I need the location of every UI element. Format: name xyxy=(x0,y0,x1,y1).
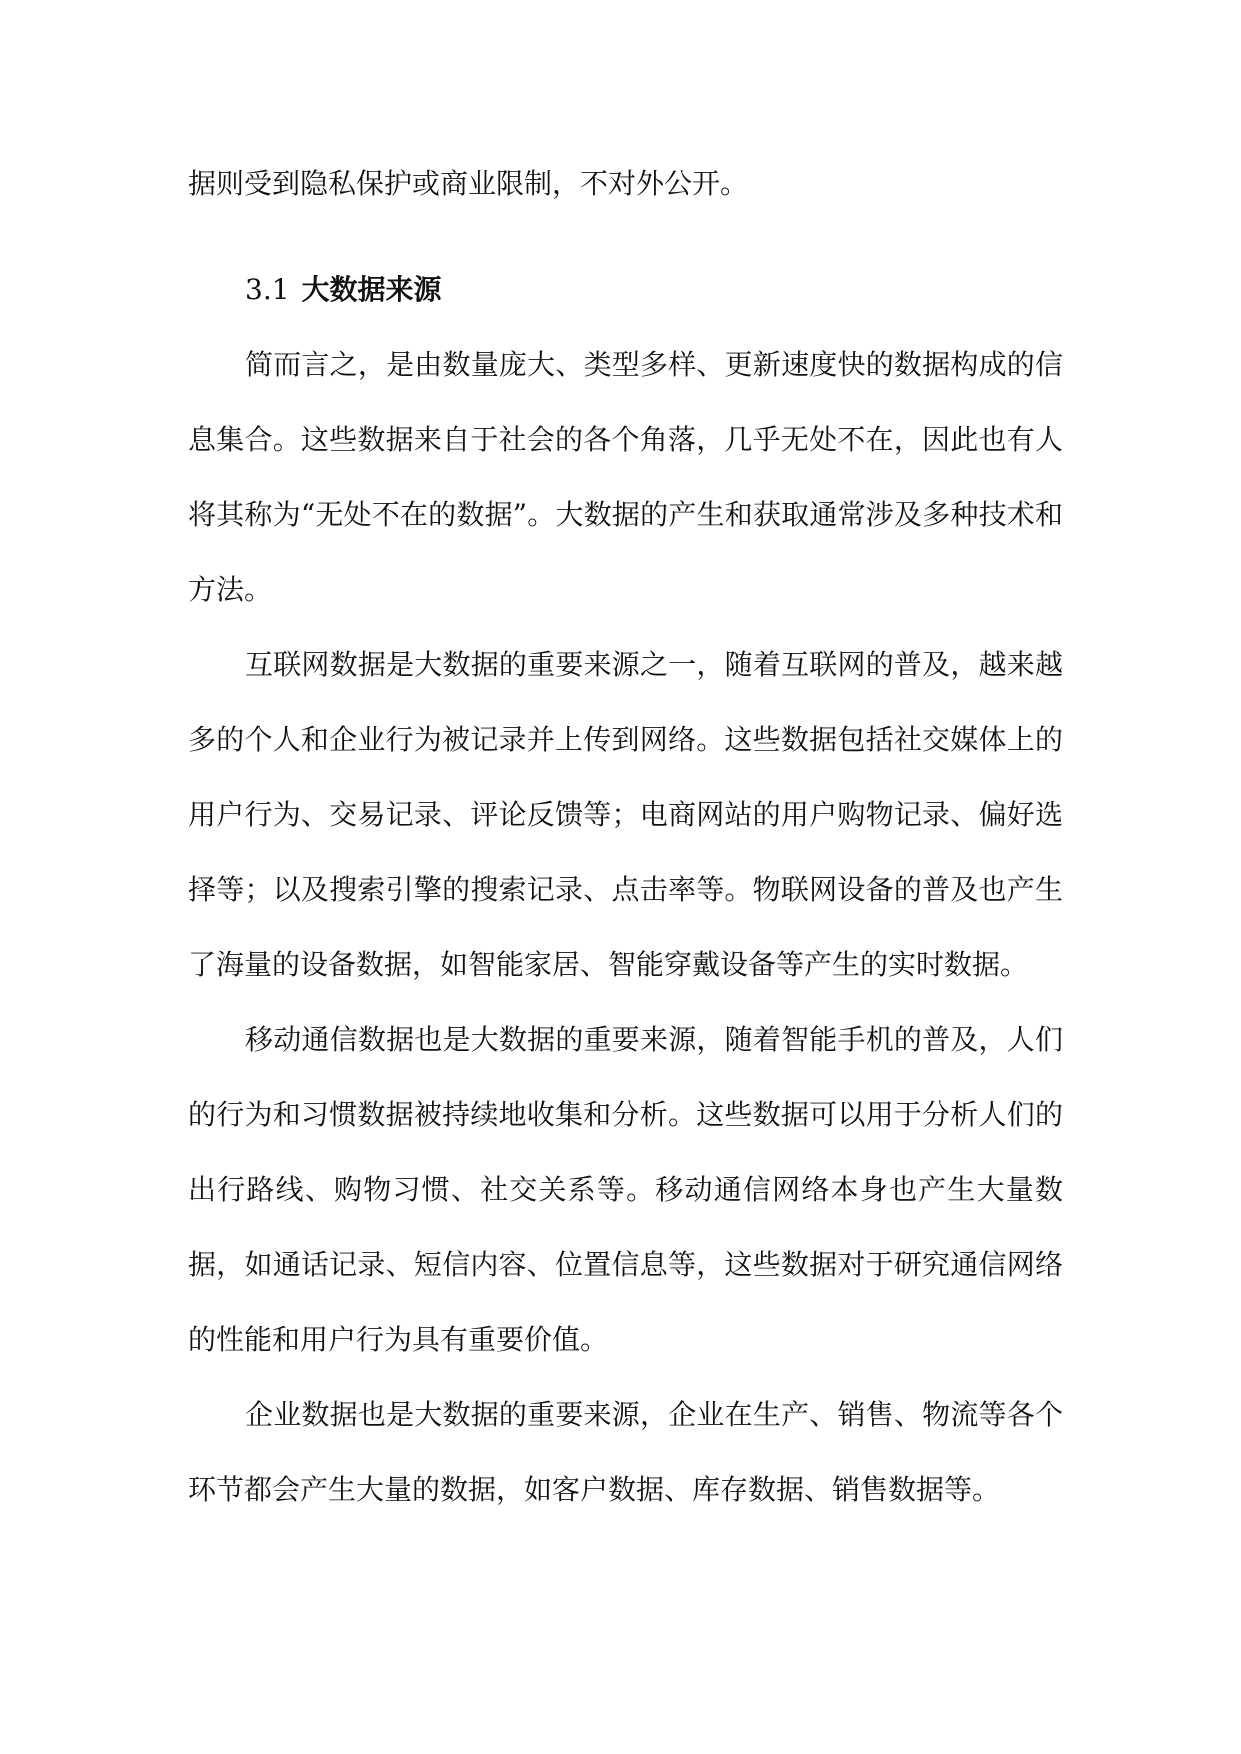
document-body xyxy=(188,146,1063,1527)
lead-paragraph-fragment: 据则受到隐私保护或商业限制，不对外公开。 xyxy=(188,167,749,200)
section-heading xyxy=(188,252,1063,327)
section-number: 3.1 xyxy=(245,273,290,306)
paragraph: 互联网数据是大数据的重要来源之一，随着互联网的普及，越来越多的个人和企业行为被记录并上传到网络。这些数据包括社交媒体上的用户行为、交易记录、评论反馈等；电商网站的用户购物记录、偏好选择等；以及搜索引擎的搜索记录、点击率等。物联网设备的普及也产生了海量的设备数据，如智能家居、智能穿戴设备等产生的实时数据。 xyxy=(188,648,1063,981)
section-title: 大数据来源 xyxy=(301,273,442,306)
paragraph: 移动通信数据也是大数据的重要来源，随着智能手机的普及，人们的行为和习惯数据被持续地收集和分析。这些数据可以用于分析人们的出行路线、购物习惯、社交关系等。移动通信网络本身也产生大量数据，如通话记录、短信内容、位置信息等，这些数据对于研究通信网络的性能和用户行为具有重要价值。 xyxy=(188,1023,1063,1356)
paragraph: 简而言之，是由数量庞大、类型多样、更新速度快的数据构成的信息集合。这些数据来自于社会的各个角落，几乎无处不在，因此也有人将其称为“无处不在的数据”。大数据的产生和获取通常涉及多种技术和方法。 xyxy=(188,348,1063,606)
paragraph: 企业数据也是大数据的重要来源，企业在生产、销售、物流等各个环节都会产生大量的数据，如客户数据、库存数据、销售数据等。 xyxy=(188,1398,1063,1506)
